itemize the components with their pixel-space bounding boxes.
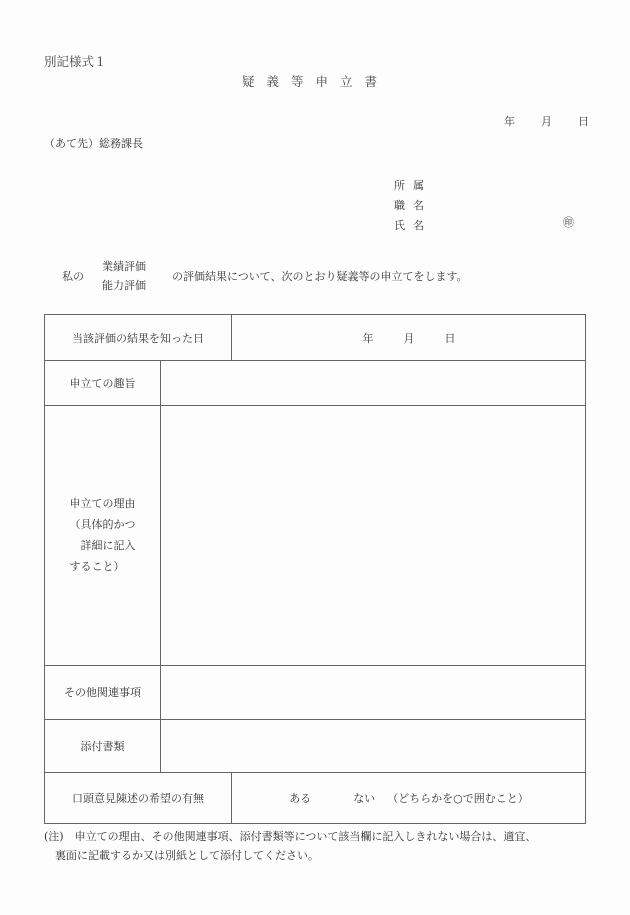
oral-statement-options: [232, 772, 586, 824]
reason-label-line: （具体的かつ: [69, 518, 136, 531]
document-title: 疑義等申立書: [242, 74, 390, 89]
form-id: 別記様式１: [44, 54, 107, 69]
option-instruction: （どちらかを○で囲むこと）: [387, 792, 529, 805]
related-matters-label: その他関連事項: [64, 686, 141, 699]
reason-field[interactable]: [161, 405, 586, 665]
purpose-label: 申立ての趣旨: [69, 376, 136, 390]
oral-statement-label: 口頭意見陳述の希望の有無: [72, 792, 204, 805]
position-label: 職名: [394, 199, 432, 212]
known-date-field[interactable]: [232, 315, 586, 360]
reason-label-line: すること）: [69, 560, 125, 573]
date-year-label: 年: [504, 115, 515, 128]
addressee: （あて先）総務課長: [44, 137, 143, 150]
footnote-line: (注) 申立ての理由、その他関連事項、添付書類等について該当欄に記入しきれない場合は、適宜、: [44, 830, 537, 843]
eval-option-ability[interactable]: 能力評価: [102, 279, 146, 292]
option-yes[interactable]: ある: [289, 792, 312, 805]
known-date-label: 当該評価の結果を知った日: [72, 331, 204, 345]
attachments-label: 添付書類: [80, 739, 125, 753]
reason-label: [45, 405, 160, 665]
known-date-day: 日: [444, 331, 456, 345]
eval-option-performance[interactable]: 業績評価: [102, 260, 146, 273]
application-table: [44, 314, 586, 824]
option-no[interactable]: ない: [353, 792, 376, 805]
related-matters-field[interactable]: [161, 665, 586, 719]
name-label: 氏名: [394, 219, 432, 232]
statement-prefix: 私の: [62, 270, 84, 283]
affiliation-label: 所属: [394, 179, 432, 192]
date-month-label: 月: [541, 115, 552, 128]
footnote-line: 裏面に記載するか又は別紙として添付してください。: [44, 849, 319, 862]
seal-icon: ㊞: [563, 216, 574, 229]
purpose-field[interactable]: [161, 360, 586, 405]
attachments-field[interactable]: [161, 719, 586, 772]
footnote: [44, 827, 604, 865]
reason-label-line: 申立ての理由: [69, 497, 136, 510]
reason-label-line: 詳細に記入: [69, 539, 136, 552]
date-day-label: 日: [578, 115, 589, 128]
statement-text: の評価結果について、次のとおり疑義等の申立てをします。: [172, 270, 468, 283]
known-date-year: 年: [362, 331, 374, 345]
known-date-month: 月: [403, 331, 415, 345]
